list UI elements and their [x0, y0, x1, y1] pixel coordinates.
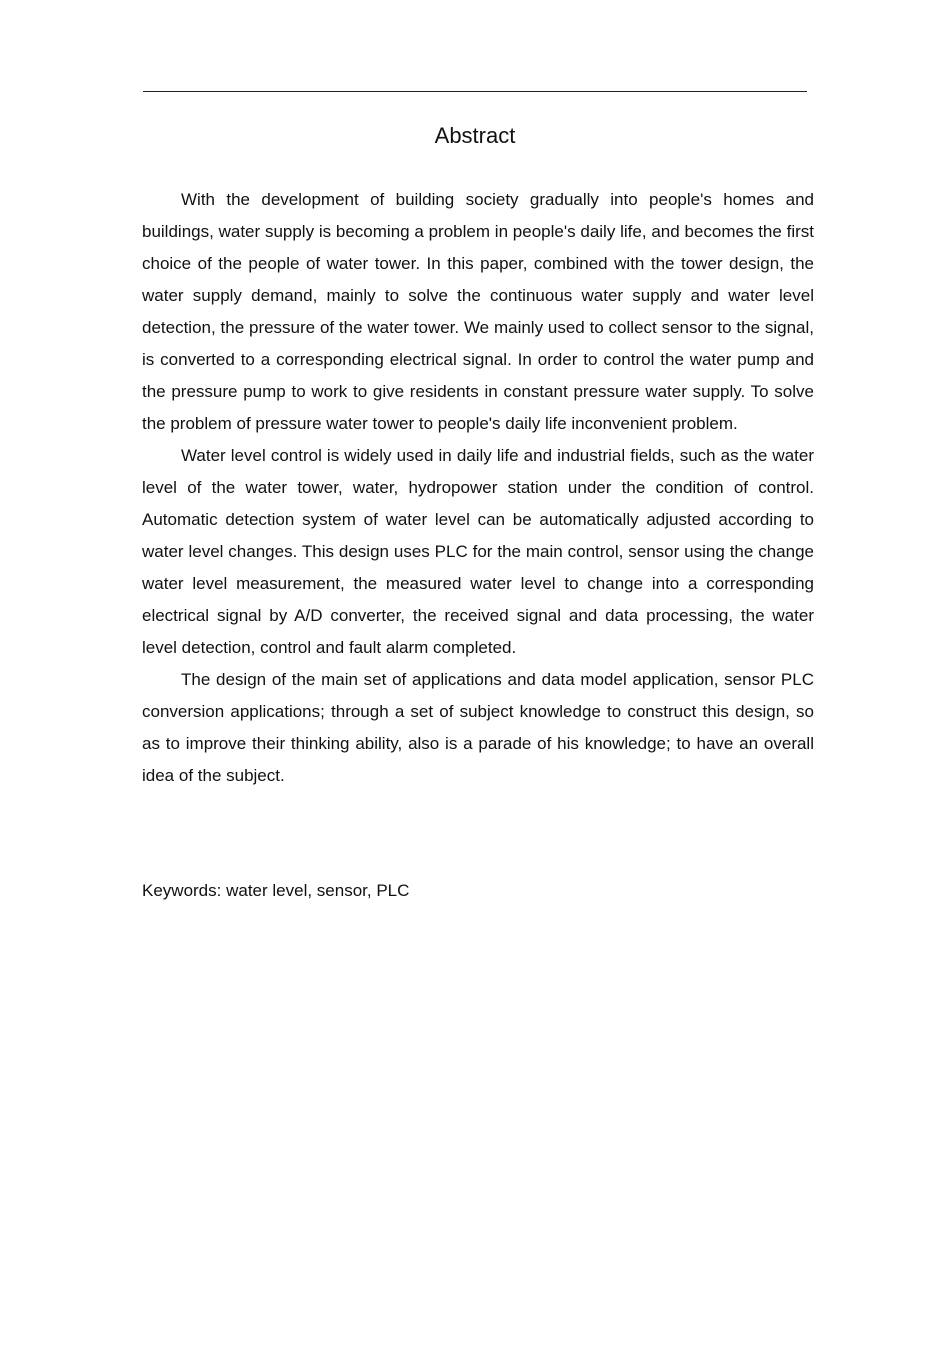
abstract-paragraph-3: The design of the main set of applications and data model application, sensor PLC conversion applications; through a set of subject knowledge to construct this design, so as to improve their thinking ability, also is a parade of his knowledge; to have an overall idea of the subject.	[142, 670, 814, 785]
abstract-paragraph-1: With the development of building society gradually into people's homes and buildings, water supply is becoming a problem in people's daily life, and becomes the first choice of the people of water tower. In this paper, combined with the tower design, the water supply demand, mainly to solve the continuous water supply and water level detection, the pressure of the water tower. We mainly used to collect sensor to the signal, is converted to a corresponding electrical signal. In order to control the water pump and the pressure pump to work to give residents in constant pressure water supply. To solve the problem of pressure water tower to people's daily life inconvenient problem.	[142, 190, 814, 433]
abstract-paragraph-2: Water level control is widely used in daily life and industrial fields, such as the water level of the water tower, water, hydropower station under the condition of control. Automatic detection system of water level can be automatically adjusted according to water level changes. This design uses PLC for the main control, sensor using the change water level measurement, the measured water level to change into a corresponding electrical signal by A/D converter, the received signal and data processing, the water level detection, control and fault alarm completed.	[142, 446, 814, 657]
page-title: Abstract	[434, 123, 516, 148]
keywords-line: Keywords: water level, sensor, PLC	[142, 881, 410, 900]
abstract-body	[142, 184, 814, 792]
header-rule	[143, 91, 807, 92]
